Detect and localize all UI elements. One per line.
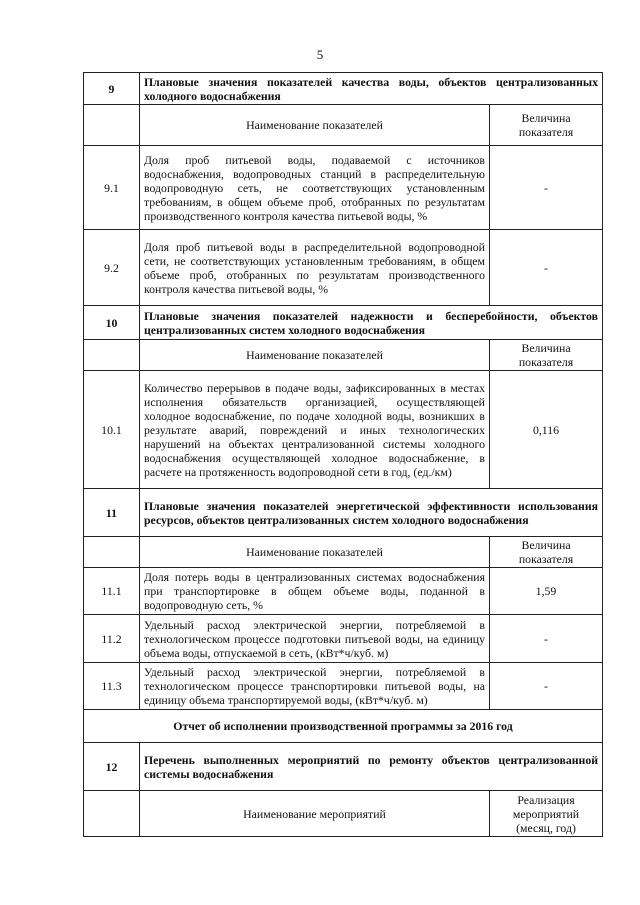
row-value: 1,59 <box>490 568 603 615</box>
report-title-row <box>84 710 603 743</box>
column-header-value: Величина показателя <box>490 537 603 568</box>
section-9-header <box>84 73 603 105</box>
row-description: Удельный расход электрической энергии, потребляемой в технологическом процессе подготовки питьевой воды, на единицу объема воды, отпускаемой в сеть, (кВт*ч/куб. м) <box>140 615 490 663</box>
table-row <box>84 230 603 306</box>
section-title: Плановые значения показателей энергетической эффективности использования ресурсов, объектов централизованных систем холодного водоснабжения <box>140 489 603 537</box>
report-title: Отчет об исполнении производственной программы за 2016 год <box>84 710 603 743</box>
row-value: - <box>490 615 603 663</box>
row-value: - <box>490 146 603 230</box>
section-title: Плановые значения показателей надежности и бесперебойности, объектов централизованных систем холодного водоснабжения <box>140 306 603 340</box>
column-header-name: Наименование показателей <box>140 537 490 568</box>
empty-cell <box>84 340 140 371</box>
table-row <box>84 146 603 230</box>
row-description: Доля проб питьевой воды, подаваемой с источников водоснабжения, водопроводных станций в распределительную водопроводную сеть, не соответствующих установленным требованиям, в общем объеме проб, отобранных по результатам производственного контроля качества питьевой воды, % <box>140 146 490 230</box>
empty-cell <box>84 537 140 568</box>
section-number: 10 <box>84 306 140 340</box>
row-number: 11.2 <box>84 615 140 663</box>
row-description: Доля проб питьевой воды в распределительной водопроводной сети, не соответствующих установленным требованиям, в общем объеме проб, отобранных по результатам производственного контроля качества питьевой воды, % <box>140 230 490 306</box>
column-header-value: Величина показателя <box>490 340 603 371</box>
column-header-value: Реализация мероприятий (месяц, год) <box>490 791 603 837</box>
row-description: Количество перерывов в подаче воды, зафиксированных в местах исполнения обязательств организацией, осуществляющей холодное водоснабжение, по подаче холодной воды, возникших в результате аварий, повреждений и иных технологических нарушений на объектах централизованной системы холодного водоснабжения осуществляющей холодное водоснабжение, в расчете на протяженность водопроводной сети в год, (ед./км) <box>140 371 490 489</box>
row-description: Удельный расход электрической энергии, потребляемой в технологическом процессе транспортировки питьевой воды, на единицу объема транспортируемой воды, (кВт*ч/куб. м) <box>140 663 490 710</box>
row-number: 9.1 <box>84 146 140 230</box>
section-title: Плановые значения показателей качества воды, объектов централизованных холодного водоснабжения <box>140 73 603 105</box>
section-number: 12 <box>84 743 140 791</box>
column-header-name: Наименование мероприятий <box>140 791 490 837</box>
empty-cell <box>84 105 140 146</box>
column-header-value: Величина показателя <box>490 105 603 146</box>
column-header-name: Наименование показателей <box>140 105 490 146</box>
column-header-row <box>84 791 603 837</box>
page-number: 5 <box>316 47 324 62</box>
section-12-header <box>84 743 603 791</box>
table-row <box>84 568 603 615</box>
row-value: - <box>490 230 603 306</box>
section-11-header <box>84 489 603 537</box>
indicators-table <box>83 72 603 837</box>
empty-cell <box>84 791 140 837</box>
row-description: Доля потерь воды в централизованных системах водоснабжения при транспортировке в общем объеме воды, поданной в водопроводную сеть, % <box>140 568 490 615</box>
table-row <box>84 615 603 663</box>
column-header-row <box>84 340 603 371</box>
row-number: 9.2 <box>84 230 140 306</box>
table-row <box>84 371 603 489</box>
section-number: 9 <box>84 73 140 105</box>
row-number: 10.1 <box>84 371 140 489</box>
column-header-row <box>84 105 603 146</box>
table-row <box>84 663 603 710</box>
section-10-header <box>84 306 603 340</box>
column-header-name: Наименование показателей <box>140 340 490 371</box>
row-value: 0,116 <box>490 371 603 489</box>
column-header-row <box>84 537 603 568</box>
row-value: - <box>490 663 603 710</box>
section-number: 11 <box>84 489 140 537</box>
section-title: Перечень выполненных мероприятий по ремонту объектов централизованной системы водоснабжения <box>140 743 603 791</box>
row-number: 11.1 <box>84 568 140 615</box>
row-number: 11.3 <box>84 663 140 710</box>
